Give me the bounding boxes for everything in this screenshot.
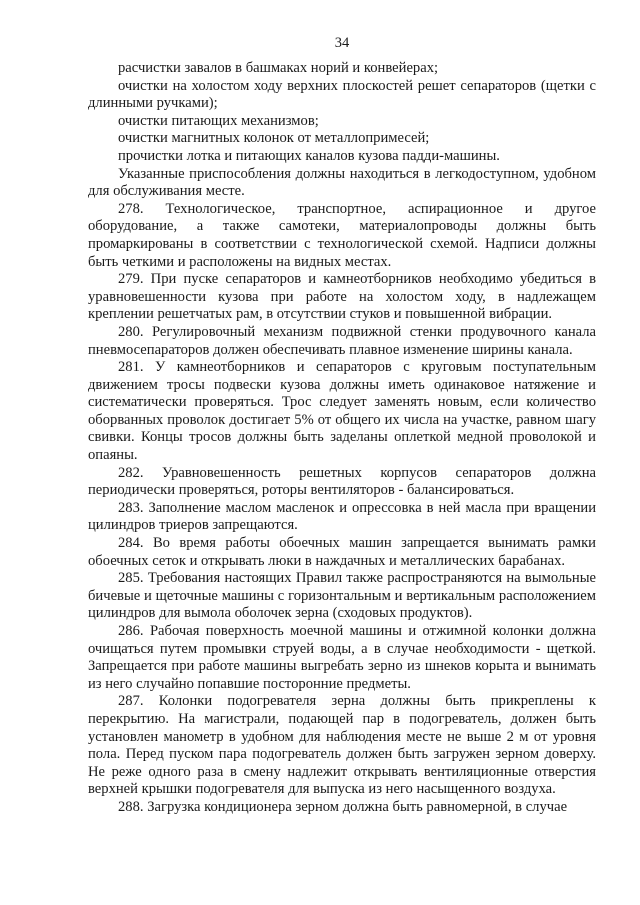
- document-body: [88, 60, 596, 817]
- paragraph-287: 287. Колонки подогревателя зерна должны быть прикреплены к перекрытию. На магистрали, подающей пар в подогреватель, должен быть установлен манометр в удобном для наблюдения месте не выше 2 м от уровня пола. Перед пуском пара подогреватель должен быть загружен зерном доверху. Не реже одного раза в смену надлежит открывать вентиляционные отверстия верхней крышки подогревателя для выпуска из него насыщенного воздуха.: [88, 693, 596, 798]
- paragraph-list-item-2: очистки на холостом ходу верхних плоскостей решет сепараторов (щетки с длинными ручками);: [88, 77, 596, 112]
- paragraph-280: 280. Регулировочный механизм подвижной стенки продувочного канала пневмосепараторов должен обеспечивать плавное изменение ширины канала.: [88, 323, 596, 358]
- paragraph-288: 288. Загрузка кондиционера зерном должна быть равномерной, в случае: [118, 798, 568, 815]
- paragraph-list-item-3: очистки питающих механизмов;: [118, 112, 319, 129]
- paragraph-placement-note: Указанные приспособления должны находиться в легкодоступном, удобном для обслуживания месте.: [88, 165, 596, 200]
- paragraph-281: 281. У камнеотборников и сепараторов с круговым поступательным движением тросы подвески кузова должны иметь одинаковое натяжение и систематически проверяться. Трос следует заменять новым, если количество оборванных проволок достигает 5% от общего их числа на участке, равном шагу свивки. Концы тросов должны быть заделаны оплеткой медной проволокой и опаяны.: [88, 359, 596, 464]
- paragraph-286: 286. Рабочая поверхность моечной машины и отжимной колонки должна очищаться путем промывки струей воды, а в случае необходимости - щеткой. Запрещается при работе машины выгребать зерно из шнеков корыта и вынимать из него случайно попавшие посторонние предметы.: [88, 623, 596, 692]
- paragraph-list-item-1: расчистки завалов в башмаках норий и конвейерах;: [118, 60, 439, 76]
- paragraph-278: 278. Технологическое, транспортное, аспирационное и другое оборудование, а также самотеки, материалопроводы должны быть промаркированы в соответствии с технологической схемой. Надписи должны быть четкими и расположены на видных местах.: [88, 200, 596, 270]
- paragraph-279: 279. При пуске сепараторов и камнеотборников необходимо убедиться в уравновешенности кузова при работе на холостом ходу, в надлежащем креплении решетчатых рам, в отсутствии стуков и повышенной вибрации.: [88, 271, 596, 323]
- paragraph-list-item-4: очистки магнитных колонок от металлопримесей;: [118, 130, 430, 147]
- paragraph-283: 283. Заполнение маслом масленок и опрессовка в ней масла при вращении цилиндров триеров запрещаются.: [88, 499, 596, 534]
- paragraph-284: 284. Во время работы обоечных машин запрещается вынимать рамки обоечных сеток и открывать люки в наждачных и металлических барабанах.: [88, 535, 596, 569]
- page-number: 34: [334, 35, 350, 51]
- paragraph-list-item-5: прочистки лотка и питающих каналов кузова падди-машины.: [118, 147, 500, 164]
- paragraph-285: 285. Требования настоящих Правил также распространяются на вымольные бичевые и щеточные машины с горизонтальным и вертикальным расположением цилиндров для вымола оболочек зерна (сходовых продуктов).: [88, 570, 596, 622]
- paragraph-282: 282. Уравновешенность решетных корпусов сепараторов должна периодически проверяться, роторы вентиляторов - балансироваться.: [88, 464, 596, 499]
